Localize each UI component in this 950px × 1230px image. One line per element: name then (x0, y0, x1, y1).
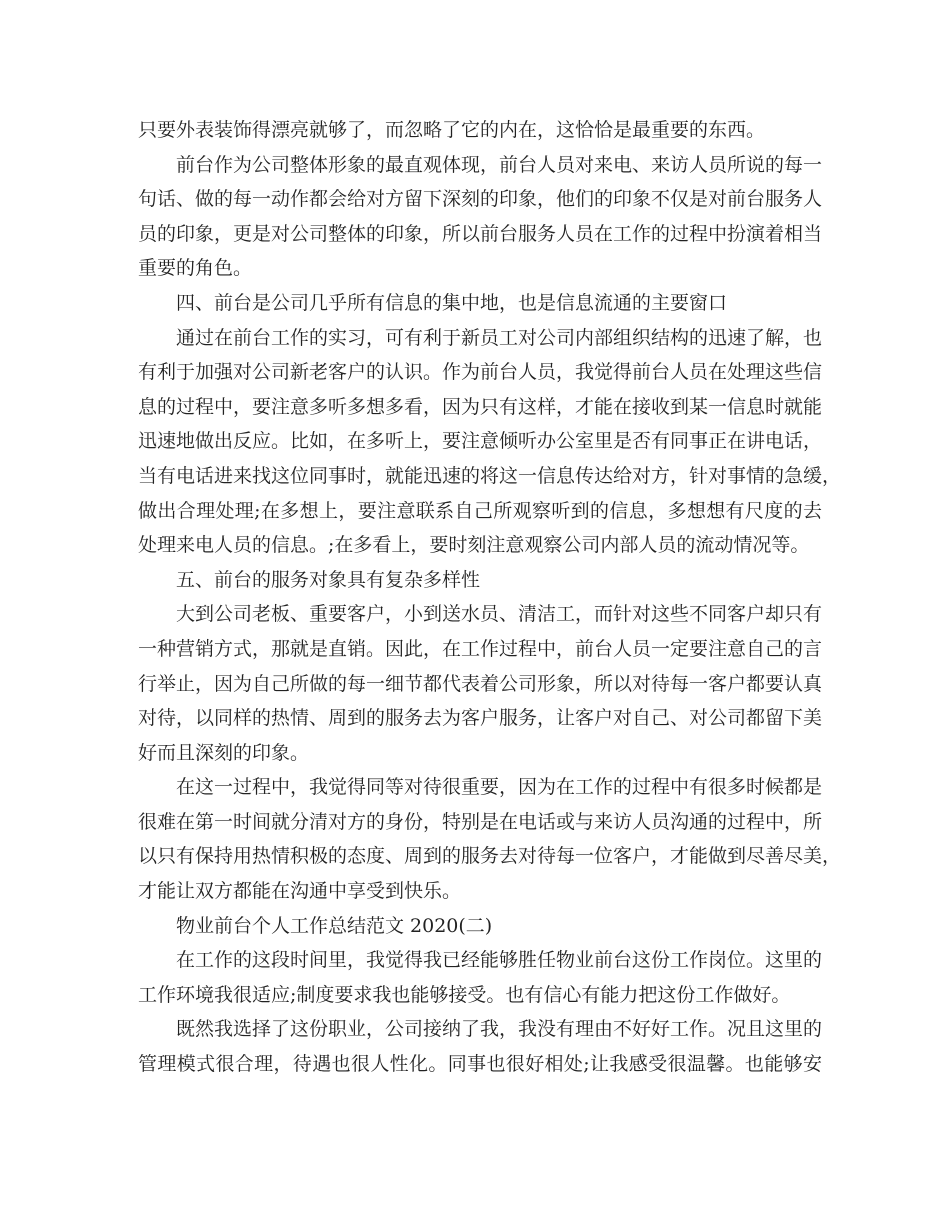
text-line: 一种营销方式，那就是直销。因此，在工作过程中，前台人员一定要注意自己的言 (138, 637, 823, 660)
text-line: 物业前台个人工作总结范文 2020(二) (176, 914, 493, 937)
text-line: 工作环境我很适应;制度要求我也能够接受。也有信心有能力把这份工作做好。 (138, 983, 791, 1006)
text-line: 当有电话进来找这位同事时，就能迅速的将这一信息传达给对方，针对事情的急缓， (138, 464, 842, 487)
text-line: 在工作的这段时间里，我觉得我已经能够胜任物业前台这份工作岗位。这里的 (176, 949, 823, 972)
text-line: 只要外表装饰得漂亮就够了，而忽略了它的内在，这恰恰是最重要的东西。 (138, 119, 766, 141)
text-line: 行举止，因为自己所做的每一细节都代表着公司形象，所以对待每一客户都要认真 (138, 672, 823, 695)
text-line: 才能让双方都能在沟通中享受到快乐。 (138, 880, 462, 903)
text-line: 大到公司老板、重要客户，小到送水员、清洁工，而针对这些不同客户却只有 (176, 603, 823, 626)
text-line: 管理模式很合理，待遇也很人性化。同事也很好相处;让我感受很温馨。也能够安 (138, 1053, 822, 1076)
text-line: 既然我选择了这份职业，公司接纳了我，我没有理由不好好工作。况且这里的 (176, 1018, 823, 1041)
text-line: 做出合理处理;在多想上，要注意联系自己所观察听到的信息，多想想有尺度的去 (138, 499, 822, 522)
text-line: 前台作为公司整体形象的最直观体现，前台人员对来电、来访人员所说的每一 (176, 153, 823, 176)
document-body (138, 113, 842, 1082)
text-line: 通过在前台工作的实习，可有利于新员工对公司内部组织结构的迅速了解，也 (176, 326, 823, 349)
text-line: 员的印象，更是对公司整体的印象，所以前台服务人员在工作的过程中扮演着相当 (138, 222, 823, 245)
text-line: 以只有保持用热情积极的态度、周到的服务去对待每一位客户，才能做到尽善尽美， (138, 845, 842, 868)
text-line: 对待，以同样的热情、周到的服务去为客户服务，让客户对自己、对公司都留下美 (138, 707, 823, 730)
text-line: 好而且深刻的印象。 (138, 741, 310, 764)
text-line: 有利于加强对公司新老客户的认识。作为前台人员，我觉得前台人员在处理这些信 (138, 361, 823, 384)
text-line: 四、前台是公司几乎所有信息的集中地，也是信息流通的主要窗口 (176, 291, 728, 314)
text-line: 五、前台的服务对象具有复杂多样性 (176, 568, 481, 591)
text-line: 句话、做的每一动作都会给对方留下深刻的印象，他们的印象不仅是对前台服务人 (138, 188, 823, 211)
text-line: 重要的角色。 (138, 257, 253, 280)
text-line: 迅速地做出反应。比如，在多听上，要注意倾听办公室里是否有同事正在讲电话， (138, 430, 823, 453)
text-line: 处理来电人员的信息。;在多看上，要时刻注意观察公司内部人员的流动情况等。 (138, 534, 810, 557)
text-line: 息的过程中，要注意多听多想多看，因为只有这样，才能在接收到某一信息时就能 (138, 395, 823, 418)
text-line: 很难在第一时间就分清对方的身份，特别是在电话或与来访人员沟通的过程中，所 (138, 810, 823, 833)
text-line: 在这一过程中，我觉得同等对待很重要，因为在工作的过程中有很多时候都是 (176, 776, 823, 799)
